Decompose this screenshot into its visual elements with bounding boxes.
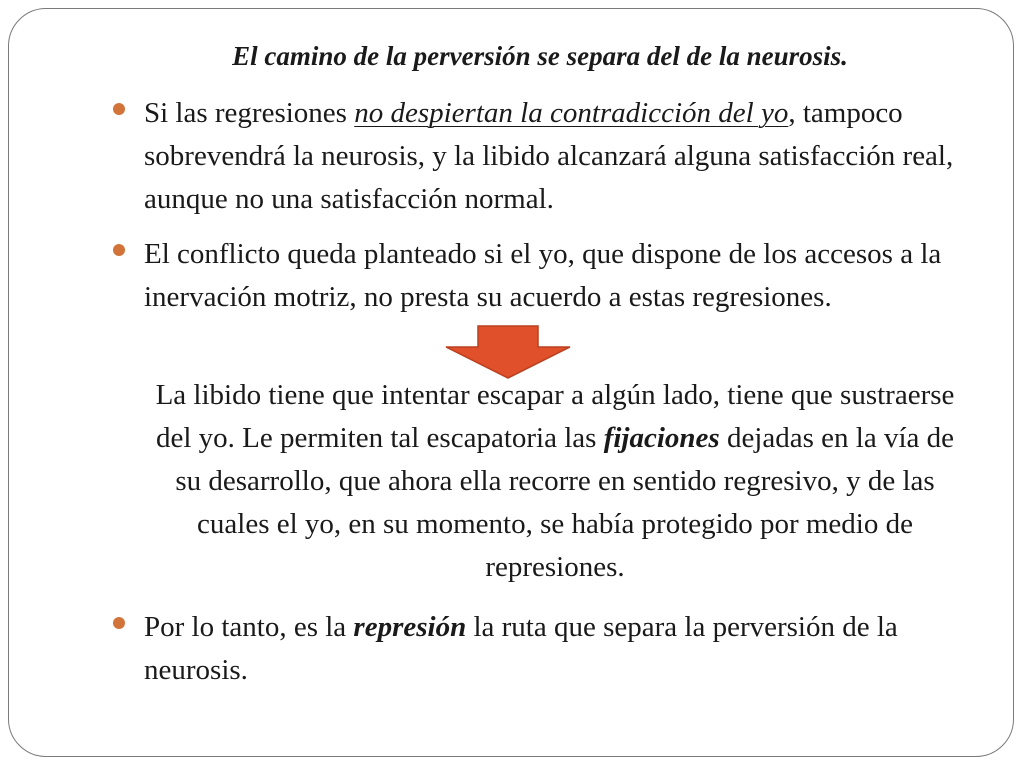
bullet-item-2 xyxy=(115,233,955,319)
down-arrow-icon xyxy=(444,325,572,379)
bullet-item-1 xyxy=(115,92,955,221)
bullet-text-1 xyxy=(144,92,955,221)
slide-title: El camino de la perversión se separa del de la neurosis. xyxy=(232,41,848,71)
indented-paragraph xyxy=(150,374,960,589)
bullet-3-emphasis: represión xyxy=(353,611,467,643)
bullet-1-pre: Si las regresiones xyxy=(144,97,355,129)
bullet-1-underlined: no despiertan la contradicción del yo xyxy=(354,97,789,129)
bullet-dot xyxy=(113,103,125,115)
bullet-3-pre: Por lo tanto, es la xyxy=(144,611,354,643)
paragraph-post: dejadas en la vía de su desarrollo, que ahora ella recorre en sentido regresivo, y de las cuales el yo, en su momento, se había protegido por medio de represiones. xyxy=(175,422,954,583)
paragraph-emphasis: fijaciones xyxy=(603,422,720,454)
bullet-1-post: , tampoco sobrevendrá la neurosis, y la libido alcanzará alguna satisfacción real, aunque no una satisfacción normal. xyxy=(144,97,954,215)
paragraph-pre: La libido tiene que intentar escapar a algún lado, tiene que sustraerse del yo. Le permiten tal escapatoria las xyxy=(155,379,955,454)
bullet-item-3 xyxy=(115,606,955,692)
bullet-dot xyxy=(113,244,125,256)
bullet-dot xyxy=(113,617,125,629)
bullet-3-post: la ruta que separa la perversión de la neurosis. xyxy=(144,611,898,686)
down-arrow-shape xyxy=(446,326,570,378)
bullet-text-3 xyxy=(144,606,955,692)
bullet-text-2: El conflicto queda planteado si el yo, que dispone de los accesos a la inervación motriz, no presta su acuerdo a estas regresiones. xyxy=(144,238,942,313)
